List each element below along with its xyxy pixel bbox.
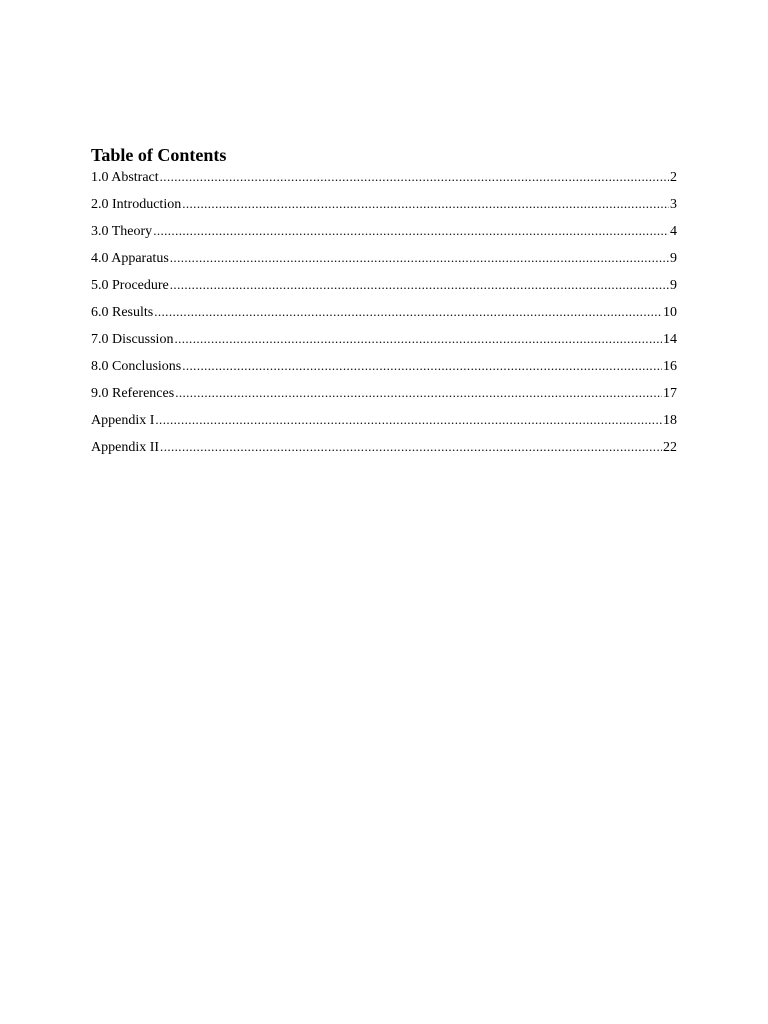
toc-entry-page: 2 [670, 170, 677, 185]
toc-entry-page: 9 [670, 251, 677, 266]
toc-dot-leader [182, 194, 669, 214]
toc-entry-appendix-ii[interactable] [91, 437, 677, 464]
toc-dot-leader [153, 221, 669, 241]
toc-entry-introduction[interactable] [91, 194, 677, 221]
toc-entry-page: 9 [670, 278, 677, 293]
toc-entry-abstract[interactable] [91, 167, 677, 194]
toc-entry-title: 1.0 Abstract [91, 170, 159, 185]
toc-dot-leader [160, 167, 669, 187]
toc-entry-page: 4 [670, 224, 677, 239]
toc-entry-title: 6.0 Results [91, 305, 154, 320]
toc-list [91, 167, 677, 464]
toc-entry-page: 22 [663, 440, 677, 455]
toc-entry-page: 10 [663, 305, 677, 320]
toc-entry-title: 3.0 Theory [91, 224, 153, 239]
toc-entry-discussion[interactable] [91, 329, 677, 356]
toc-entry-conclusions[interactable] [91, 356, 677, 383]
toc-dot-leader [175, 383, 662, 403]
toc-entry-title: Appendix I [91, 413, 155, 428]
toc-entry-title: 9.0 References [91, 386, 175, 401]
toc-entry-procedure[interactable] [91, 275, 677, 302]
toc-entry-title: 2.0 Introduction [91, 197, 182, 212]
toc-entry-page: 14 [663, 332, 677, 347]
toc-entry-appendix-i[interactable] [91, 410, 677, 437]
toc-entry-title: Appendix II [91, 440, 160, 455]
toc-entry-references[interactable] [91, 383, 677, 410]
toc-entry-title: 8.0 Conclusions [91, 359, 182, 374]
toc-dot-leader [170, 248, 669, 268]
toc-entry-title: 7.0 Discussion [91, 332, 174, 347]
toc-entry-page: 17 [663, 386, 677, 401]
toc-entry-theory[interactable] [91, 221, 677, 248]
toc-entry-page: 16 [663, 359, 677, 374]
toc-dot-leader [174, 329, 662, 349]
toc-entry-page: 18 [663, 413, 677, 428]
toc-dot-leader [170, 275, 669, 295]
toc-dot-leader [182, 356, 662, 376]
toc-dot-leader [155, 410, 662, 430]
toc-dot-leader [154, 302, 662, 322]
toc-dot-leader [160, 437, 662, 457]
toc-entry-title: 4.0 Apparatus [91, 251, 169, 266]
toc-entry-apparatus[interactable] [91, 248, 677, 275]
toc-entry-page: 3 [670, 197, 677, 212]
toc-entry-title: 5.0 Procedure [91, 278, 169, 293]
toc-entry-results[interactable] [91, 302, 677, 329]
toc-heading: Table of Contents [91, 145, 227, 165]
